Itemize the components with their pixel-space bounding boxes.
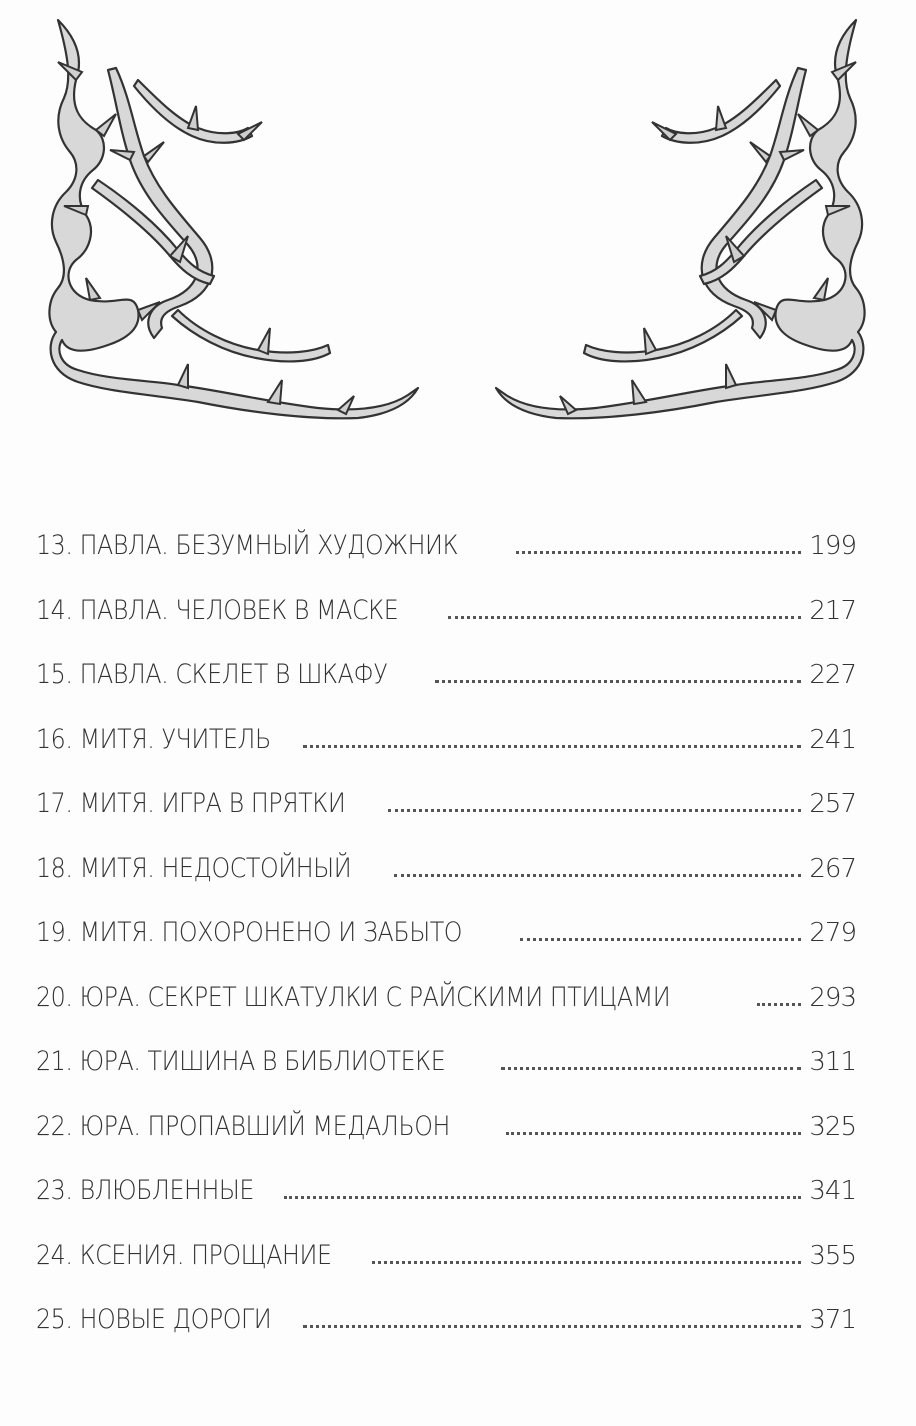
toc-entry[interactable] bbox=[36, 917, 856, 982]
toc-entry-page: 279 bbox=[809, 918, 856, 948]
toc-entry-title: 13. ПАВЛА. БЕЗУМНЫЙ ХУДОЖНИК bbox=[36, 530, 459, 561]
toc-dot-leader bbox=[435, 679, 801, 683]
toc-entry[interactable] bbox=[36, 1111, 856, 1176]
toc-dot-leader bbox=[448, 615, 802, 619]
toc-entry-page: 293 bbox=[809, 982, 856, 1013]
toc-entry[interactable] bbox=[36, 982, 856, 1047]
toc-entry[interactable] bbox=[36, 530, 856, 595]
toc-entry[interactable] bbox=[36, 1175, 856, 1240]
toc-entry-title: 20. ЮРА. СЕКРЕТ ШКАТУЛКИ С РАЙСКИМИ ПТИЦАМИ bbox=[36, 981, 671, 1013]
thorn-ornament-left-icon bbox=[38, 10, 458, 420]
toc-entry[interactable] bbox=[36, 1304, 856, 1369]
toc-entry-page: 325 bbox=[809, 1111, 856, 1142]
thorn-ornament-right-icon bbox=[456, 10, 876, 420]
toc-entry-title: 23. ВЛЮБЛЕННЫЕ bbox=[36, 1175, 254, 1206]
toc-entry-page: 341 bbox=[809, 1176, 856, 1206]
toc-entry[interactable] bbox=[36, 853, 856, 918]
toc-dot-leader bbox=[506, 1131, 801, 1135]
toc-entry-page: 257 bbox=[809, 789, 856, 819]
toc-dot-leader bbox=[303, 744, 802, 748]
toc-entry[interactable] bbox=[36, 1046, 856, 1111]
toc-dot-leader bbox=[516, 550, 802, 554]
toc-entry[interactable] bbox=[36, 659, 856, 724]
toc-entry-title: 24. КСЕНИЯ. ПРОЩАНИЕ bbox=[36, 1239, 332, 1271]
toc-entry-title: 18. МИТЯ. НЕДОСТОЙНЫЙ bbox=[36, 852, 352, 884]
toc-entry-page: 227 bbox=[809, 660, 856, 690]
toc-entry-title: 15. ПАВЛА. СКЕЛЕТ В ШКАФУ bbox=[36, 659, 388, 690]
toc-entry[interactable] bbox=[36, 1240, 856, 1305]
toc-entry[interactable] bbox=[36, 724, 856, 789]
toc-entry[interactable] bbox=[36, 788, 856, 853]
toc-entry-title: 16. МИТЯ. УЧИТЕЛЬ bbox=[36, 723, 271, 755]
toc-dot-leader bbox=[520, 937, 801, 941]
toc-dot-leader bbox=[372, 1260, 802, 1264]
toc-dot-leader bbox=[284, 1195, 802, 1199]
toc-entry-page: 241 bbox=[809, 724, 856, 755]
toc-dot-leader bbox=[303, 1324, 801, 1328]
toc-dot-leader bbox=[501, 1066, 801, 1070]
toc-entry-page: 311 bbox=[809, 1047, 856, 1077]
toc-dot-leader bbox=[757, 1002, 802, 1006]
toc-entry-page: 355 bbox=[809, 1240, 856, 1271]
toc-entry-title: 22. ЮРА. ПРОПАВШИЙ МЕДАЛЬОН bbox=[36, 1110, 450, 1142]
toc-entry-title: 19. МИТЯ. ПОХОРОНЕНО И ЗАБЫТО bbox=[36, 917, 463, 948]
toc-entry[interactable] bbox=[36, 595, 856, 660]
toc-entry-title: 21. ЮРА. ТИШИНА В БИБЛИОТЕКЕ bbox=[36, 1046, 446, 1077]
toc-entry-title: 25. НОВЫЕ ДОРОГИ bbox=[36, 1304, 272, 1335]
table-of-contents bbox=[36, 530, 856, 1369]
toc-entry-title: 17. МИТЯ. ИГРА В ПРЯТКИ bbox=[36, 788, 346, 819]
toc-entry-page: 217 bbox=[809, 595, 856, 626]
toc-entry-page: 199 bbox=[809, 531, 856, 561]
toc-entry-title: 14. ПАВЛА. ЧЕЛОВЕК В МАСКЕ bbox=[36, 594, 399, 626]
toc-entry-page: 371 bbox=[809, 1305, 856, 1335]
toc-dot-leader bbox=[394, 873, 801, 877]
toc-entry-page: 267 bbox=[809, 853, 856, 884]
toc-dot-leader bbox=[388, 808, 802, 812]
